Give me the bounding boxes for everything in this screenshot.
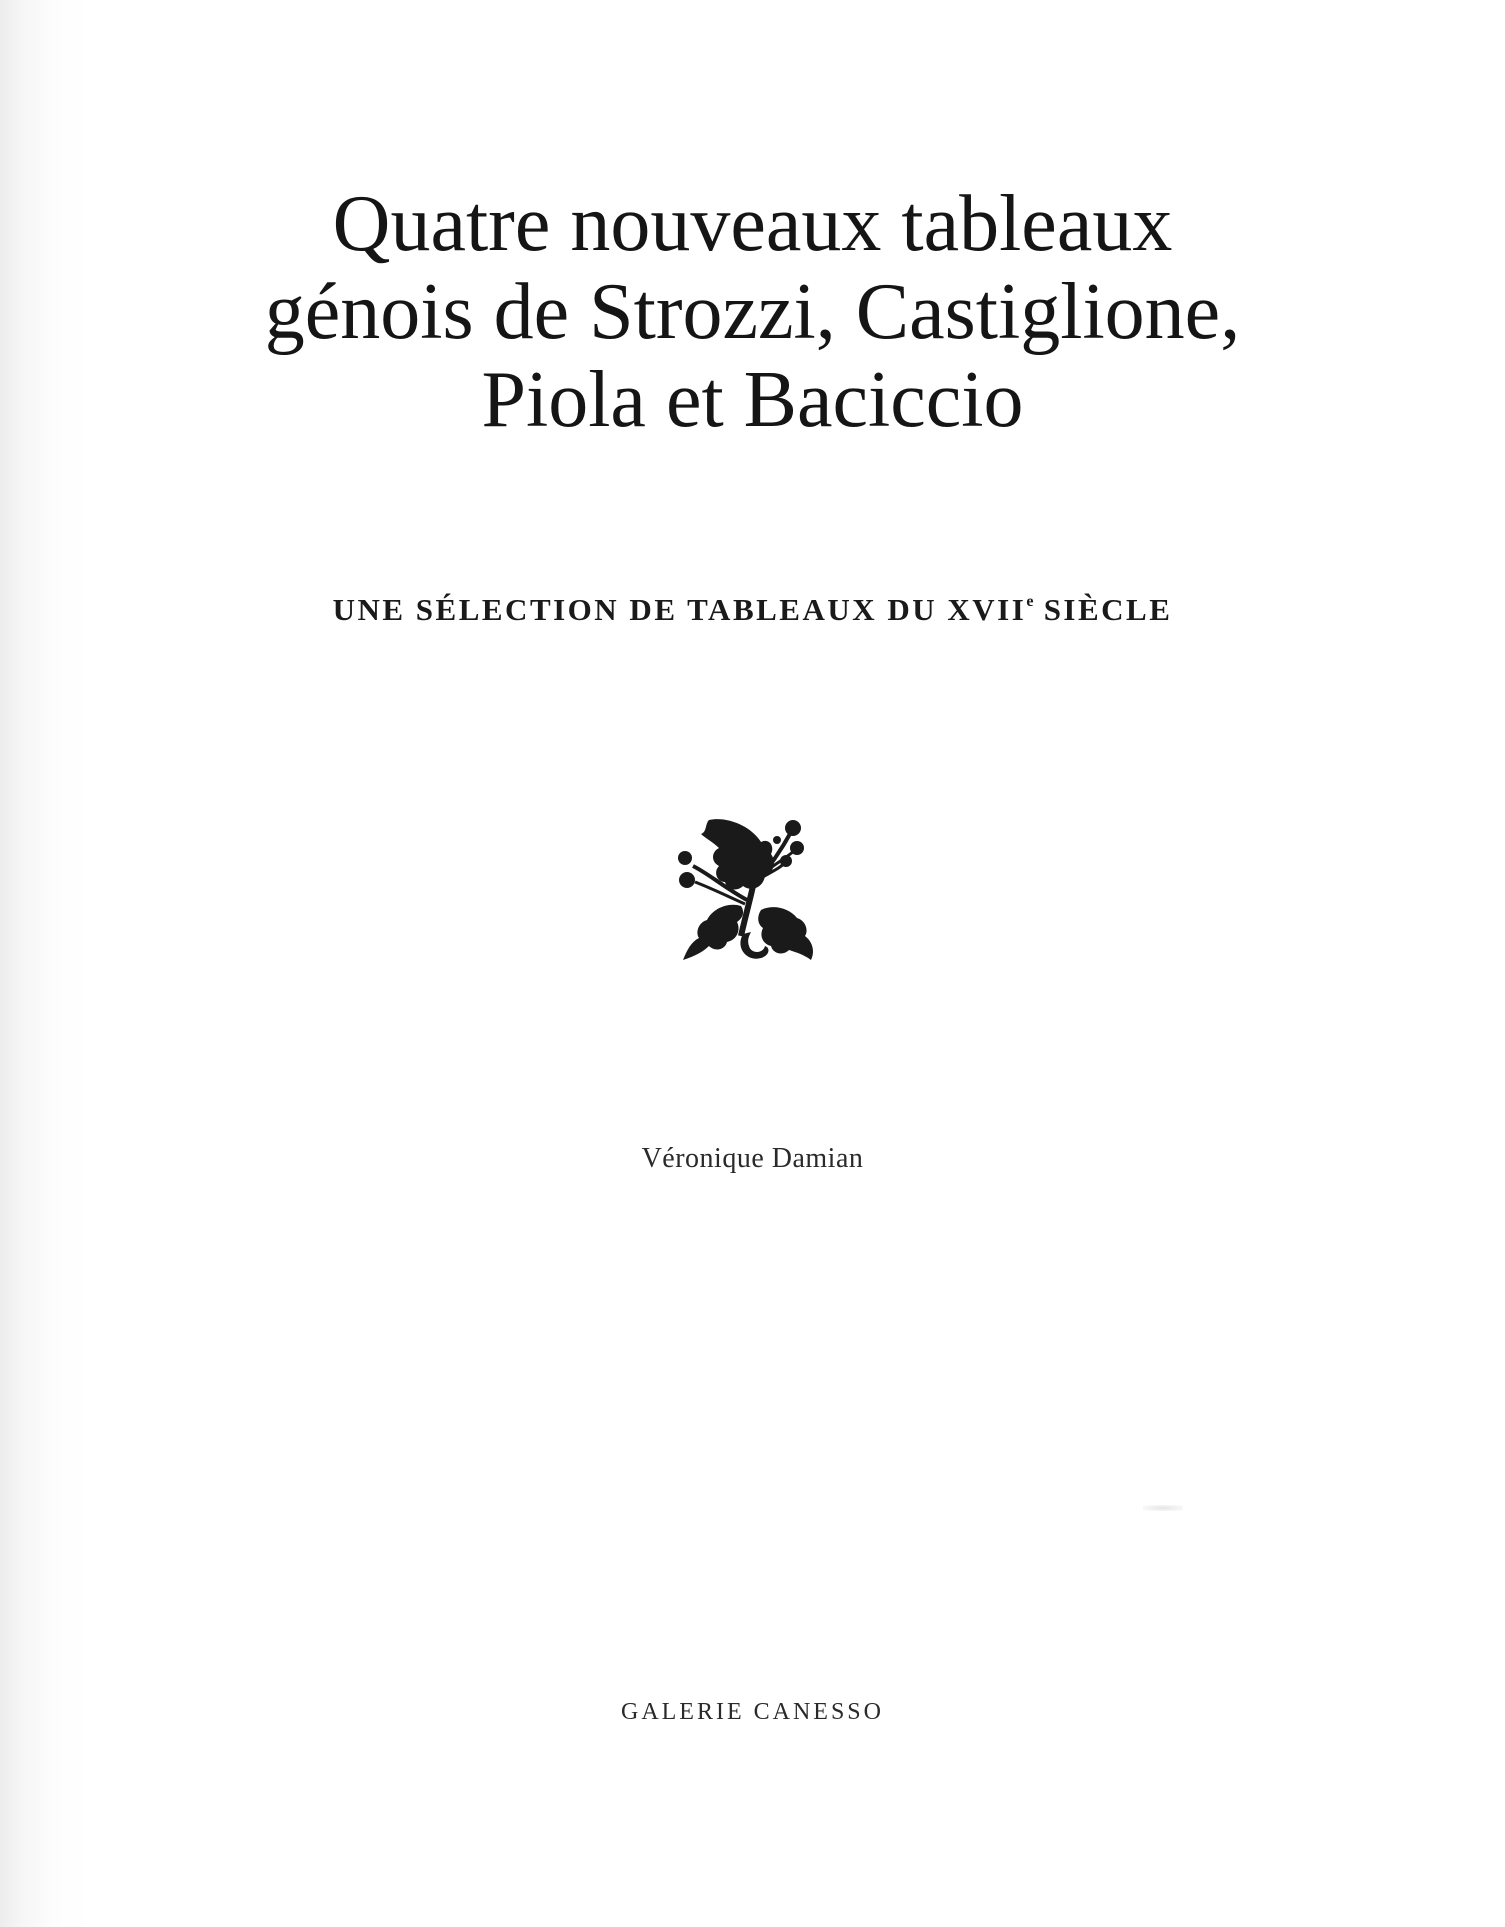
subtitle-superscript: e [1026,593,1034,610]
subtitle [0,592,1505,628]
vine-leaf-berries-ornament-icon [665,808,825,968]
title-line-1: Quatre nouveaux tableaux [332,180,1173,268]
author-name: Véronique Damian [641,1143,864,1174]
title-line-3: Piola et Baciccio [481,356,1024,444]
title-line-2: génois de Strozzi, Castiglione, [264,268,1241,356]
publisher-name: GALERIE CANESSO [620,1699,884,1725]
subtitle-text: UNE SÉLECTION DE TABLEAUX DU XVII [332,592,1027,627]
page-title [0,180,1505,444]
subtitle-text-end: SIÈCLE [1033,592,1173,627]
paper-speck [1143,1505,1183,1511]
